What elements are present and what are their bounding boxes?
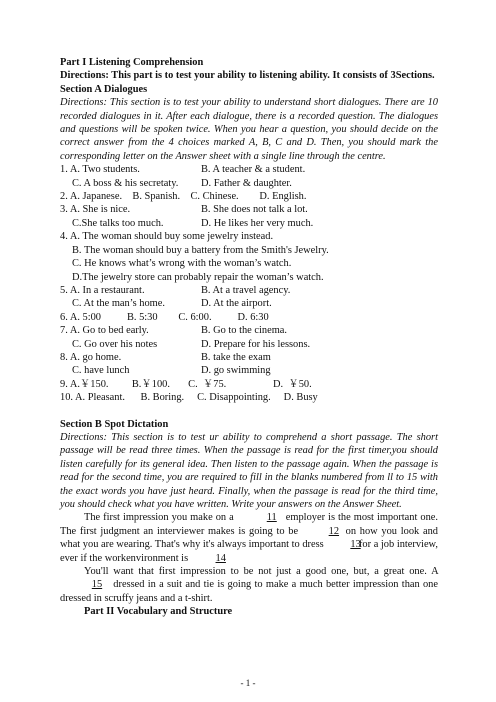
q8-option-a: 8. A. go home. <box>60 351 122 363</box>
page-number: - 1 - <box>240 678 256 688</box>
q3-option-c: C.She talks too much. <box>72 217 164 229</box>
part1-title: Part I Listening Comprehension <box>60 57 204 68</box>
question-1-cd <box>60 177 438 190</box>
blank-11[interactable]: 11 <box>266 512 277 524</box>
blank-13[interactable]: 13 <box>350 539 361 551</box>
question-1 <box>60 163 438 176</box>
q3-option-b: B. She does not talk a lot. <box>201 204 308 216</box>
q5-option-c: C. At the man’s home. <box>72 298 165 310</box>
sectionB-title: Section B Spot Dictation <box>60 418 169 430</box>
question-7 <box>60 324 438 337</box>
q1-option-a: 1. A. Two students. <box>60 164 140 176</box>
blank-12[interactable]: 12 <box>328 525 340 537</box>
p1-text-3: on how you look and what you are wearing. That's why it's always important to dress <box>60 525 438 551</box>
spacer <box>60 405 438 418</box>
q1-option-b: B. A teacher & a student. <box>201 164 306 176</box>
question-7-cd <box>60 338 438 351</box>
q5-option-d: D. At the airport. <box>201 298 272 310</box>
q7-option-b: B. Go to the cinema. <box>201 325 287 337</box>
part1-directions: Directions: This part is to test your ability to listening ability. It consists of 3Sections. <box>60 70 435 82</box>
blank-14[interactable]: 14 <box>215 552 226 564</box>
question-8-cd <box>60 364 438 377</box>
q4-option-c: C. He knows what’s wrong with the woman’s watch. <box>72 258 292 270</box>
q3-option-d: D. He likes her very much. <box>201 217 314 229</box>
q1-option-d: D. Father & daughter. <box>201 177 292 189</box>
q4-option-d: D.The jewelry store can probably repair the woman’s watch. <box>72 271 324 283</box>
p1-text-1: The first impression you make on a <box>84 512 234 524</box>
question-5-cd <box>60 297 438 310</box>
q8-option-b: B. take the exam <box>201 351 271 363</box>
p1-text-4: for a job interview, ever if the workenvironment is <box>60 539 438 564</box>
document-body <box>60 56 438 619</box>
p2-text-1: You'll want that first impression to be not just a good one, but, a great one. A <box>84 566 438 578</box>
p2-text-2: dressed in a suit and tie is going to make a much better impression than one dressed in scruffy jeans and a t-shirt. <box>60 579 438 604</box>
p1-text-2: employer is the most important one. The first judgment an interviewer makes is going to be <box>60 512 438 537</box>
q4-option-b: B. The woman should buy a battery from the Smith's Jewelry. <box>72 244 329 256</box>
q1-option-c: C. A boss & his secretaty. <box>72 177 179 189</box>
question-3 <box>60 203 438 216</box>
blank-15[interactable]: 15 <box>91 579 103 591</box>
sectionB-directions: Directions: This section is to test ur ability to comprehend a short passage. The short passage will be read three times. When the passage is read for the first timer,you should listen carefully for its general idea. Then listen to the passage again. When the passage is read for the second time, you are required to fill in the blanks numbered from ll to 15 with the exact words you have just heard. Finally, when the passage is read for the third time, you should check what you have written. Write your answers on the Answer Sheet. <box>60 431 438 510</box>
question-5 <box>60 284 438 297</box>
sectionA-title: Section A Dialogues <box>60 83 148 95</box>
question-10: 10. A. Pleasant. B. Boring. C. Disappointing. D. Busy <box>60 392 318 404</box>
question-8 <box>60 351 438 364</box>
question-9: 9. A.￥150. B.￥100. C. ￥75. D. ￥50. <box>60 378 312 390</box>
q7-option-d: D. Prepare for his lessons. <box>201 338 311 350</box>
q4-option-a: 4. A. The woman should buy some jewelry instead. <box>60 231 274 243</box>
sectionA-directions: Directions: This section is to test your ability to understand short dialogues. There are 10 recorded dialogues in it. After each dialogue, there is a recorded question. The dialogues and questions will be spoken twice. When you hear a question, you should decide on the correct answer from the 4 choices marked A, B, C and D. Then, you should mark the corresponding letter on the Answer sheet with a single line through the centre. <box>60 97 438 162</box>
dictation-paragraph-2 <box>60 565 438 605</box>
q3-option-a: 3. A. She is nice. <box>60 204 131 216</box>
q5-option-a: 5. A. In a restaurant. <box>60 284 145 296</box>
q8-option-d: D. go swimming <box>201 365 271 377</box>
question-6: 6. A. 5:00 B. 5:30 C. 6:00. D. 6:30 <box>60 311 269 323</box>
part2-title: Part II Vocabulary and Structure <box>84 606 233 618</box>
dictation-paragraph-1 <box>60 511 438 565</box>
q7-option-c: C. Go over his notes <box>72 338 158 350</box>
q5-option-b: B. At a travel agency. <box>201 284 291 296</box>
question-3-cd <box>60 217 438 230</box>
question-2: 2. A. Japanese. B. Spanish. C. Chinese. D. English. <box>60 191 307 203</box>
q8-option-c: C. have lunch <box>72 365 130 377</box>
q7-option-a: 7. A. Go to bed early. <box>60 325 149 337</box>
